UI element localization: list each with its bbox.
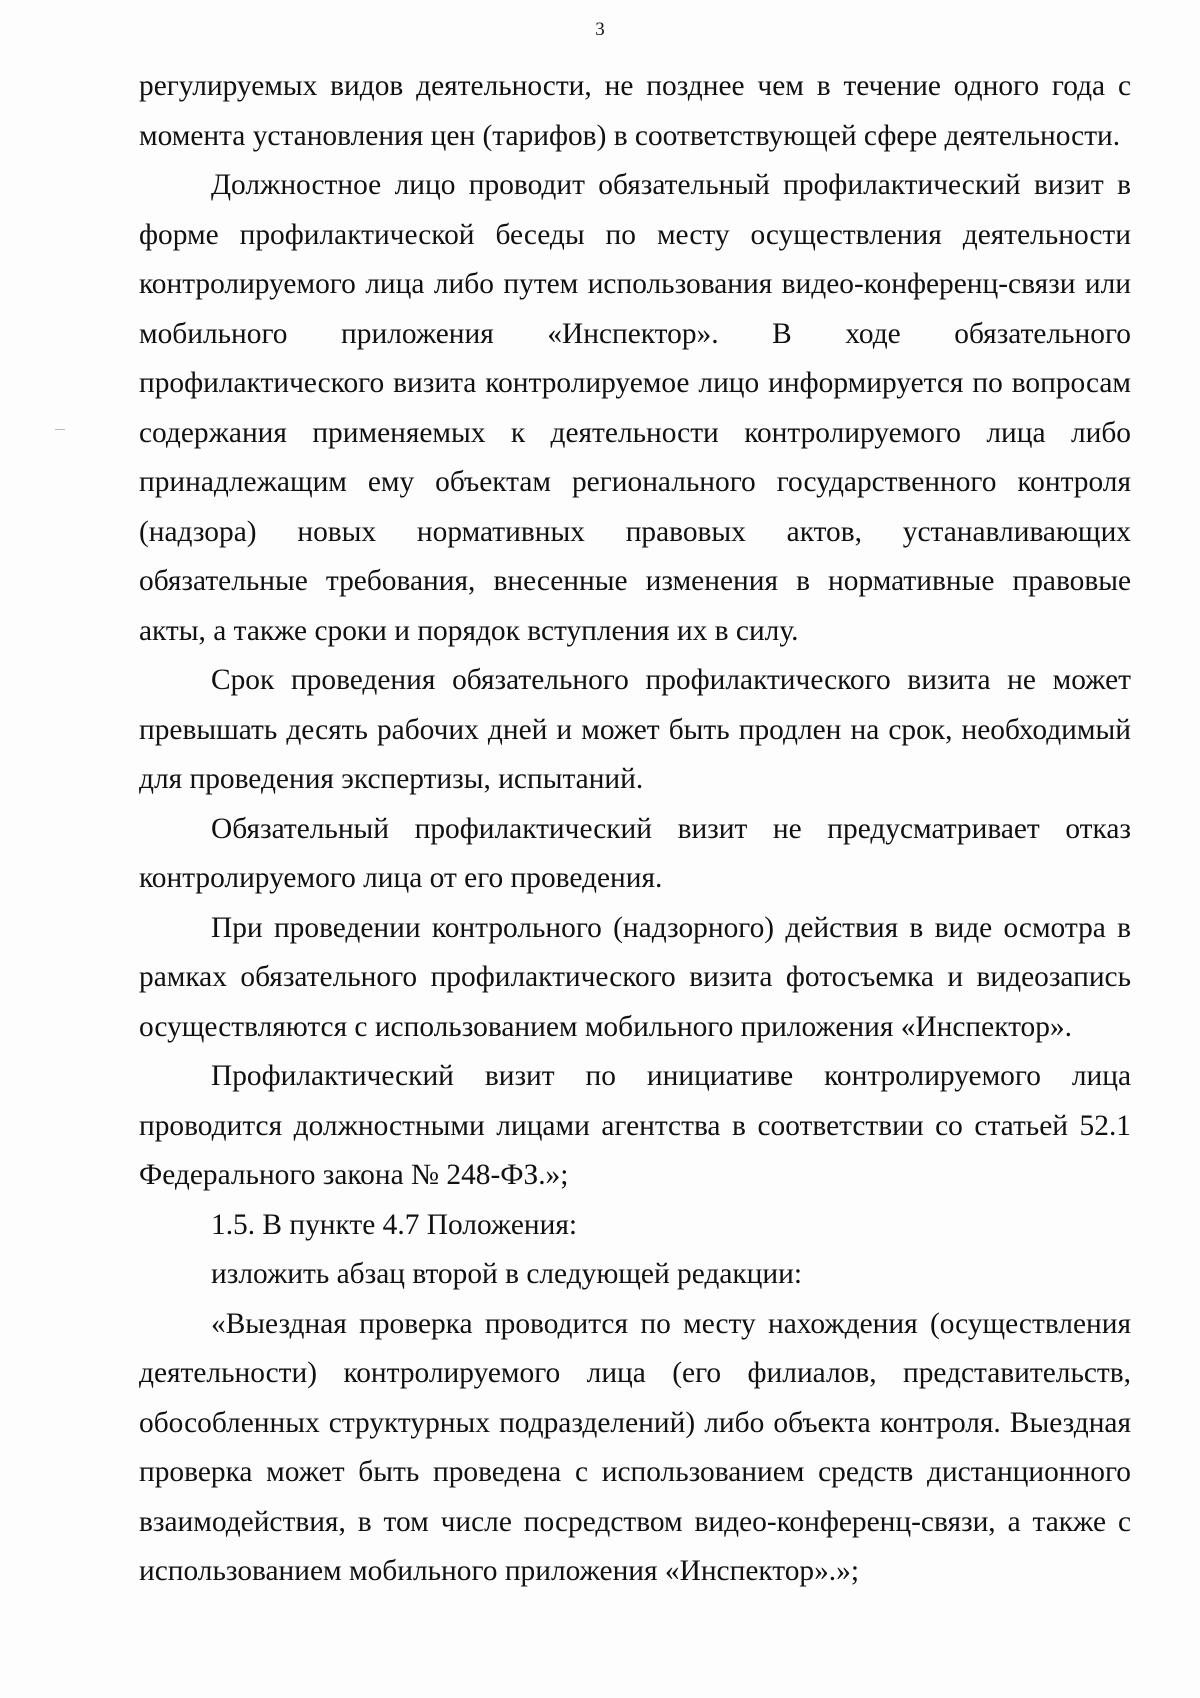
page-number: 3: [595, 19, 605, 40]
scan-mark: [55, 429, 65, 430]
paragraph-photo-video: При проведении контрольного (надзорного) действия в виде осмотра в рамках обязательного профилактического визита фотосъемка и видеозапись осуществляются с использованием мобильного приложения «Инспектор».: [139, 911, 1131, 1043]
paragraph-onsite-inspection: «Выездная проверка проводится по месту нахождения (осуществления деятельности) контролируемого лица (его филиалов, представительств, обособленных структурных подразделений) либо объекта контроля. Выездная проверка может быть проведена с использованием средств дистанционного взаимодействия, в том числе посредством видео-конференц-связи, а также с использованием мобильного приложения «Инспектор».»;: [139, 1307, 1131, 1587]
paragraph-initiative-visit: Профилактический визит по инициативе контролируемого лица проводится должностными лицами агентства в соответствии со статьей 52.1 Федерального закона № 248-ФЗ.»;: [139, 1060, 1131, 1191]
paragraph-clause-1-5: 1.5. В пункте 4.7 Положения:: [211, 1208, 578, 1241]
paragraph-preventive-visit-form: Должностное лицо проводит обязательный профилактический визит в форме профилактической беседы по месту осуществления деятельности контролируемого лица либо путем использования видео-конференц-связи или мобильного приложения «Инспектор». В ходе обязательного профилактического визита контролируемое лицо информируется по вопросам содержания применяемых к деятельности контролируемого лица либо принадлежащим ему объектам регионального государственного контроля (надзора) новых нормативных правовых актов, устанавливающих обязательные требования, внесенные изменения в нормативные правовые акты, а также сроки и порядок вступления их в силу.: [139, 169, 1131, 647]
document-body: [139, 62, 1131, 1597]
paragraph-visit-duration: Срок проведения обязательного профилактического визита не может превышать десять рабочих дней и может быть продлен на срок, необходимый для проведения экспертизы, испытаний.: [139, 664, 1131, 795]
paragraph-edit-instruction: изложить абзац второй в следующей редакции:: [211, 1258, 803, 1290]
paragraph-no-refusal: Обязательный профилактический визит не предусматривает отказ контролируемого лица от его проведения.: [139, 812, 1131, 894]
paragraph-continuation: регулируемых видов деятельности, не позднее чем в течение одного года с момента установления цен (тарифов) в соответствующей сфере деятельности.: [139, 70, 1131, 152]
